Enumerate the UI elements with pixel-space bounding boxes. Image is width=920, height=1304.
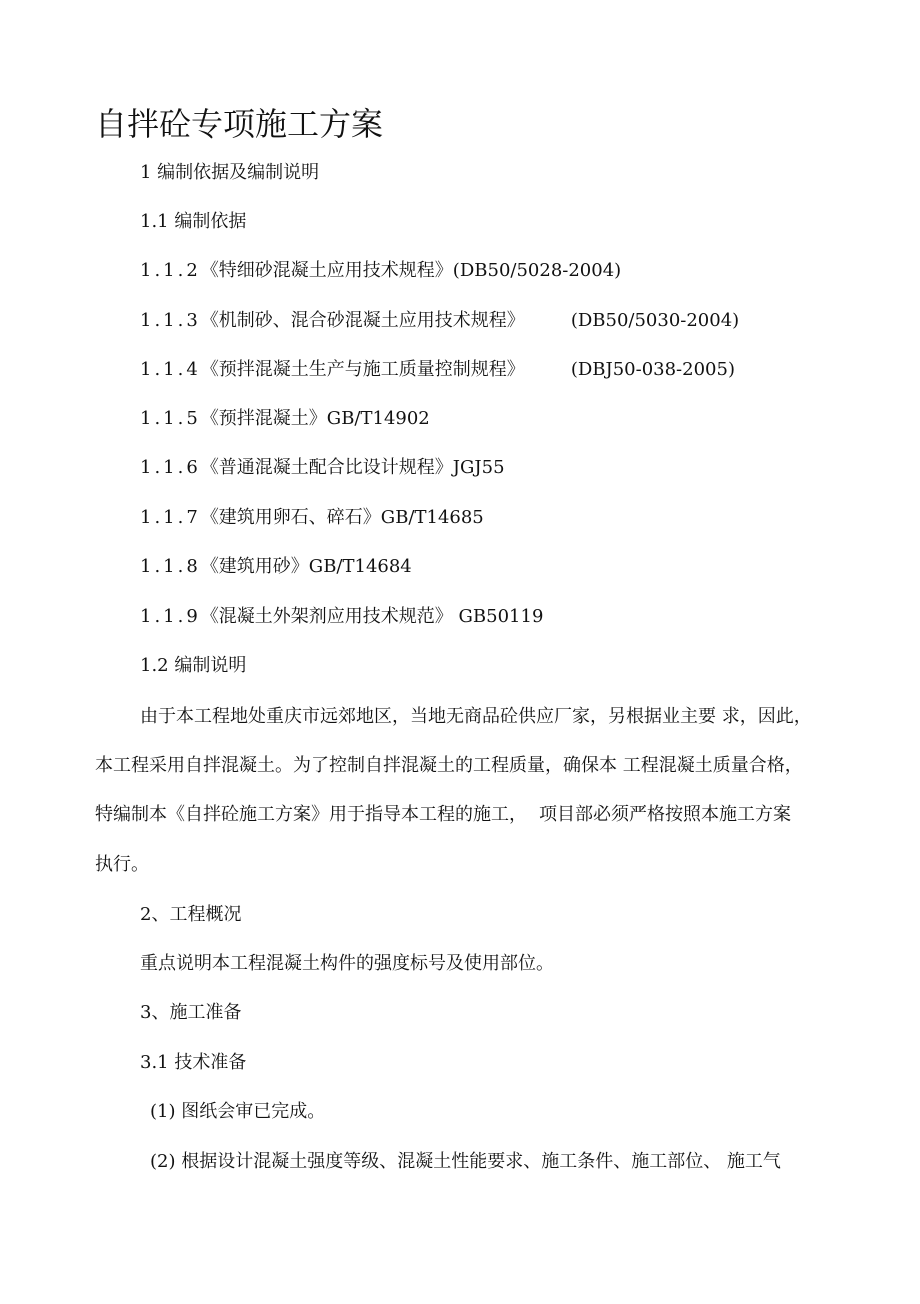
reference-item — [140, 554, 412, 580]
reference-item — [140, 455, 505, 481]
reference-number: 1.1.8 — [140, 556, 201, 577]
reference-code: (DBJ50-038-2005) — [570, 359, 735, 380]
paragraph-text: 特编制本《自拌砼施工方案》用于指导本工程的施工， — [95, 804, 527, 825]
reference-number: 1.1.5 — [140, 408, 201, 429]
section-1-heading: 1 编制依据及编制说明 — [140, 162, 320, 183]
reference-text: 《预拌混凝土生产与施工质量控制规程》 — [200, 359, 525, 380]
reference-number: 1.1.6 — [140, 457, 201, 478]
reference-item — [140, 357, 735, 383]
paragraph-line — [95, 802, 791, 828]
section-1-1-heading: 1.1 编制依据 — [140, 211, 247, 232]
list-item: (2) 根据设计混凝土强度等级、混凝土性能要求、施工条件、施工部位、 施工气 — [150, 1151, 781, 1172]
paragraph-line: 由于本工程地处重庆市远郊地区，当地无商品砼供应厂家，另根据业主要 求，因此， — [140, 706, 812, 727]
reference-item — [140, 604, 543, 630]
reference-text: 《特细砂混凝土应用技术规程》(DB50/5028-2004) — [200, 260, 622, 281]
reference-text: 《建筑用卵石、碎石》GB/T14685 — [200, 507, 484, 528]
section-1-2-heading: 1.2 编制说明 — [140, 655, 247, 676]
section-3-heading: 3、施工准备 — [140, 1002, 242, 1023]
list-item: (1) 图纸会审已完成。 — [150, 1101, 326, 1122]
reference-number: 1.1.4 — [140, 359, 201, 380]
paragraph-line: 执行。 — [95, 854, 149, 875]
reference-number: 1.1.2 — [140, 260, 201, 281]
reference-text: 《建筑用砂》GB/T14684 — [200, 556, 412, 577]
section-2-text: 重点说明本工程混凝土构件的强度标号及使用部位。 — [140, 953, 554, 974]
reference-item — [140, 308, 739, 334]
reference-item — [140, 406, 430, 432]
reference-item — [140, 505, 484, 531]
reference-text: 《混凝土外架剂应用技术规范》 GB50119 — [200, 606, 544, 627]
paragraph-text: 项目部必须严格按照本施工方案 — [539, 804, 791, 825]
section-3-1-heading: 3.1 技术准备 — [140, 1052, 247, 1073]
document-title: 自拌砼专项施工方案 — [95, 105, 384, 143]
reference-item — [140, 258, 621, 284]
reference-code: (DB50/5030-2004) — [570, 310, 740, 331]
reference-text: 《机制砂、混合砂混凝土应用技术规程》 — [200, 310, 525, 331]
paragraph-line: 本工程采用自拌混凝土。为了控制自拌混凝土的工程质量，确保本 工程混凝土质量合格， — [95, 755, 803, 776]
reference-number: 1.1.9 — [140, 606, 201, 627]
reference-number: 1.1.3 — [140, 310, 201, 331]
reference-text: 《预拌混凝土》GB/T14902 — [200, 408, 430, 429]
reference-text: 《普通混凝土配合比设计规程》JGJ55 — [200, 457, 505, 478]
reference-number: 1.1.7 — [140, 507, 201, 528]
section-2-heading: 2、工程概况 — [140, 904, 242, 925]
